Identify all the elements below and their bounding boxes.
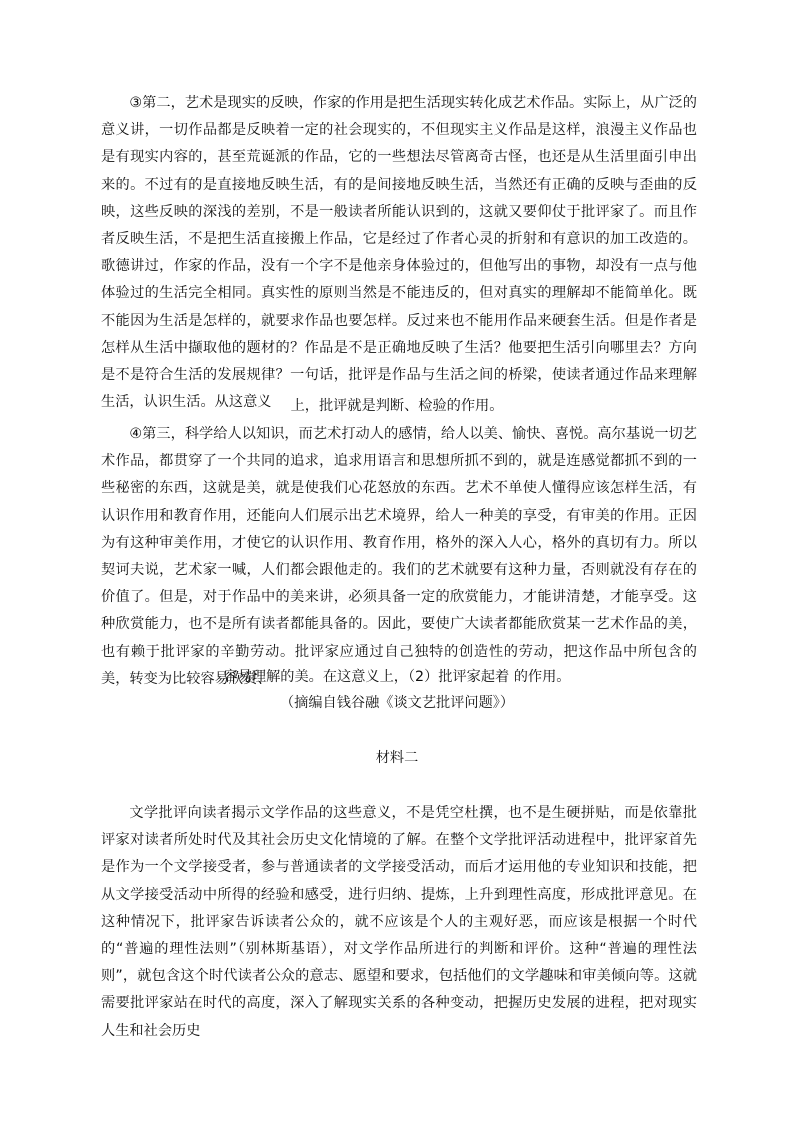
paragraph-3-last-line: 上，批评就是判断、检验的作用。 [290,398,504,414]
paragraph-4: ④第三，科学给人以知识，而艺术打动人的感情，给人以美、愉快、喜悦。高尔基说一切艺术作品，都贯穿了一个共同的追求，追求用语言和思想所抓不到的，就是连感觉都抓不到的一些秘密的东西，这就是美，就是使我们心花怒放的东西。艺术不单使人懂得应该怎样生活，有认识作用和教育作用，还能向人们展示出艺术境界，给人一种美的享受，有审美的作用。正因为有这种审美作用，才使它的认识作用、教育作用，格外的深入人心，格外的真切有力。所以契诃夫说，艺术家一喊，人们都会跟他走的。我们的艺术就要有这种力量，否则就没有存在的价值了。但是，对于作品中的美来讲，必须具备一定的欣赏能力，才能讲清楚，才能享受。这种欣赏能力，也不是所有读者都能具备的。因此，要使广大读者都能欣赏某一艺术作品的美，也有赖于批评家的辛勤劳动。批评家应通过自己独特的创造性的劳动，把这作品中所包含的美，转变为比较容易欣赏、 [101,426,697,687]
material2-body [101,800,697,1045]
paragraph-4-last-line: 容易理解的美。在这意义上，（2）批评家起着 的作用。 [223,669,571,685]
paragraph-4-block [101,421,697,693]
article-body [101,90,697,416]
section-heading: 材料二 [375,750,419,766]
source-citation: （摘编自钱谷融《谈文艺批评问题》） [279,695,515,711]
material2-paragraph-1: 文学批评向读者揭示文学作品的这些意义，不是凭空杜撰，也不是生硬拼贴，而是依靠批评家对读者所处时代及其社会历史文化情境的了解。在整个文学批评活动进程中，批评家首先是作为一个文学接受者，参与普通读者的文学接受活动，而后才运用他的专业知识和技能，把从文学接受活动中所得的经验和感受，进行归纳、提炼，上升到理性高度，形成批评意见。在这种情况下，批评家告诉读者公众的，就不应该是个人的主观好恶，而应该是根据一个时代的“普遍的理性法则”（别林斯基语），对文学作品所进行的判断和评价。这种“普遍的理性法则”，就包含这个时代读者公众的意志、愿望和要求，包括他们的文学趣味和审美倾向等。这就需要批评家站在时代的高度，深入了解现实关系的各种变动，把握历史发展的进程，把对现实人生和社会历史 [101,805,697,1039]
paragraph-3: ③第二，艺术是现实的反映，作家的作用是把生活现实转化成艺术作品。实际上，从广泛的意义讲，一切作品都是反映着一定的社会现实的，不但现实主义作品是这样，浪漫主义作品也是有现实内容的，甚至荒诞派的作品，它的一些想法尽管离奇古怪，也还是从生活里面引申出来的。不过有的是直接地反映生活，有的是间接地反映生活，当然还有正确的反映与歪曲的反映，这些反映的深浅的差别，不是一般读者所能认识到的，这就又要仰仗于批评家了。而且作者反映生活，不是把生活直接搬上作品，它是经过了作者心灵的折射和有意识的加工改造的。歌德讲过，作家的作品，没有一个字不是他亲身体验过的，但他写出的事物，却没有一点与他体验过的生活完全相同。真实性的原则当然是不能违反的，但对真实的理解却不能简单化。既不能因为生活是怎样的，就要求作品也要怎样。反过来也不能用作品来硬套生活。但是作者是怎样从生活中撷取他的题材的？作品是不是正确地反映了生活？他要把生活引向哪里去？方向是不是符合生活的发展规律？一句话，批评是作品与生活之间的桥梁，使读者通过作品来理解生活，认识生活。从这意义 [101,95,697,411]
